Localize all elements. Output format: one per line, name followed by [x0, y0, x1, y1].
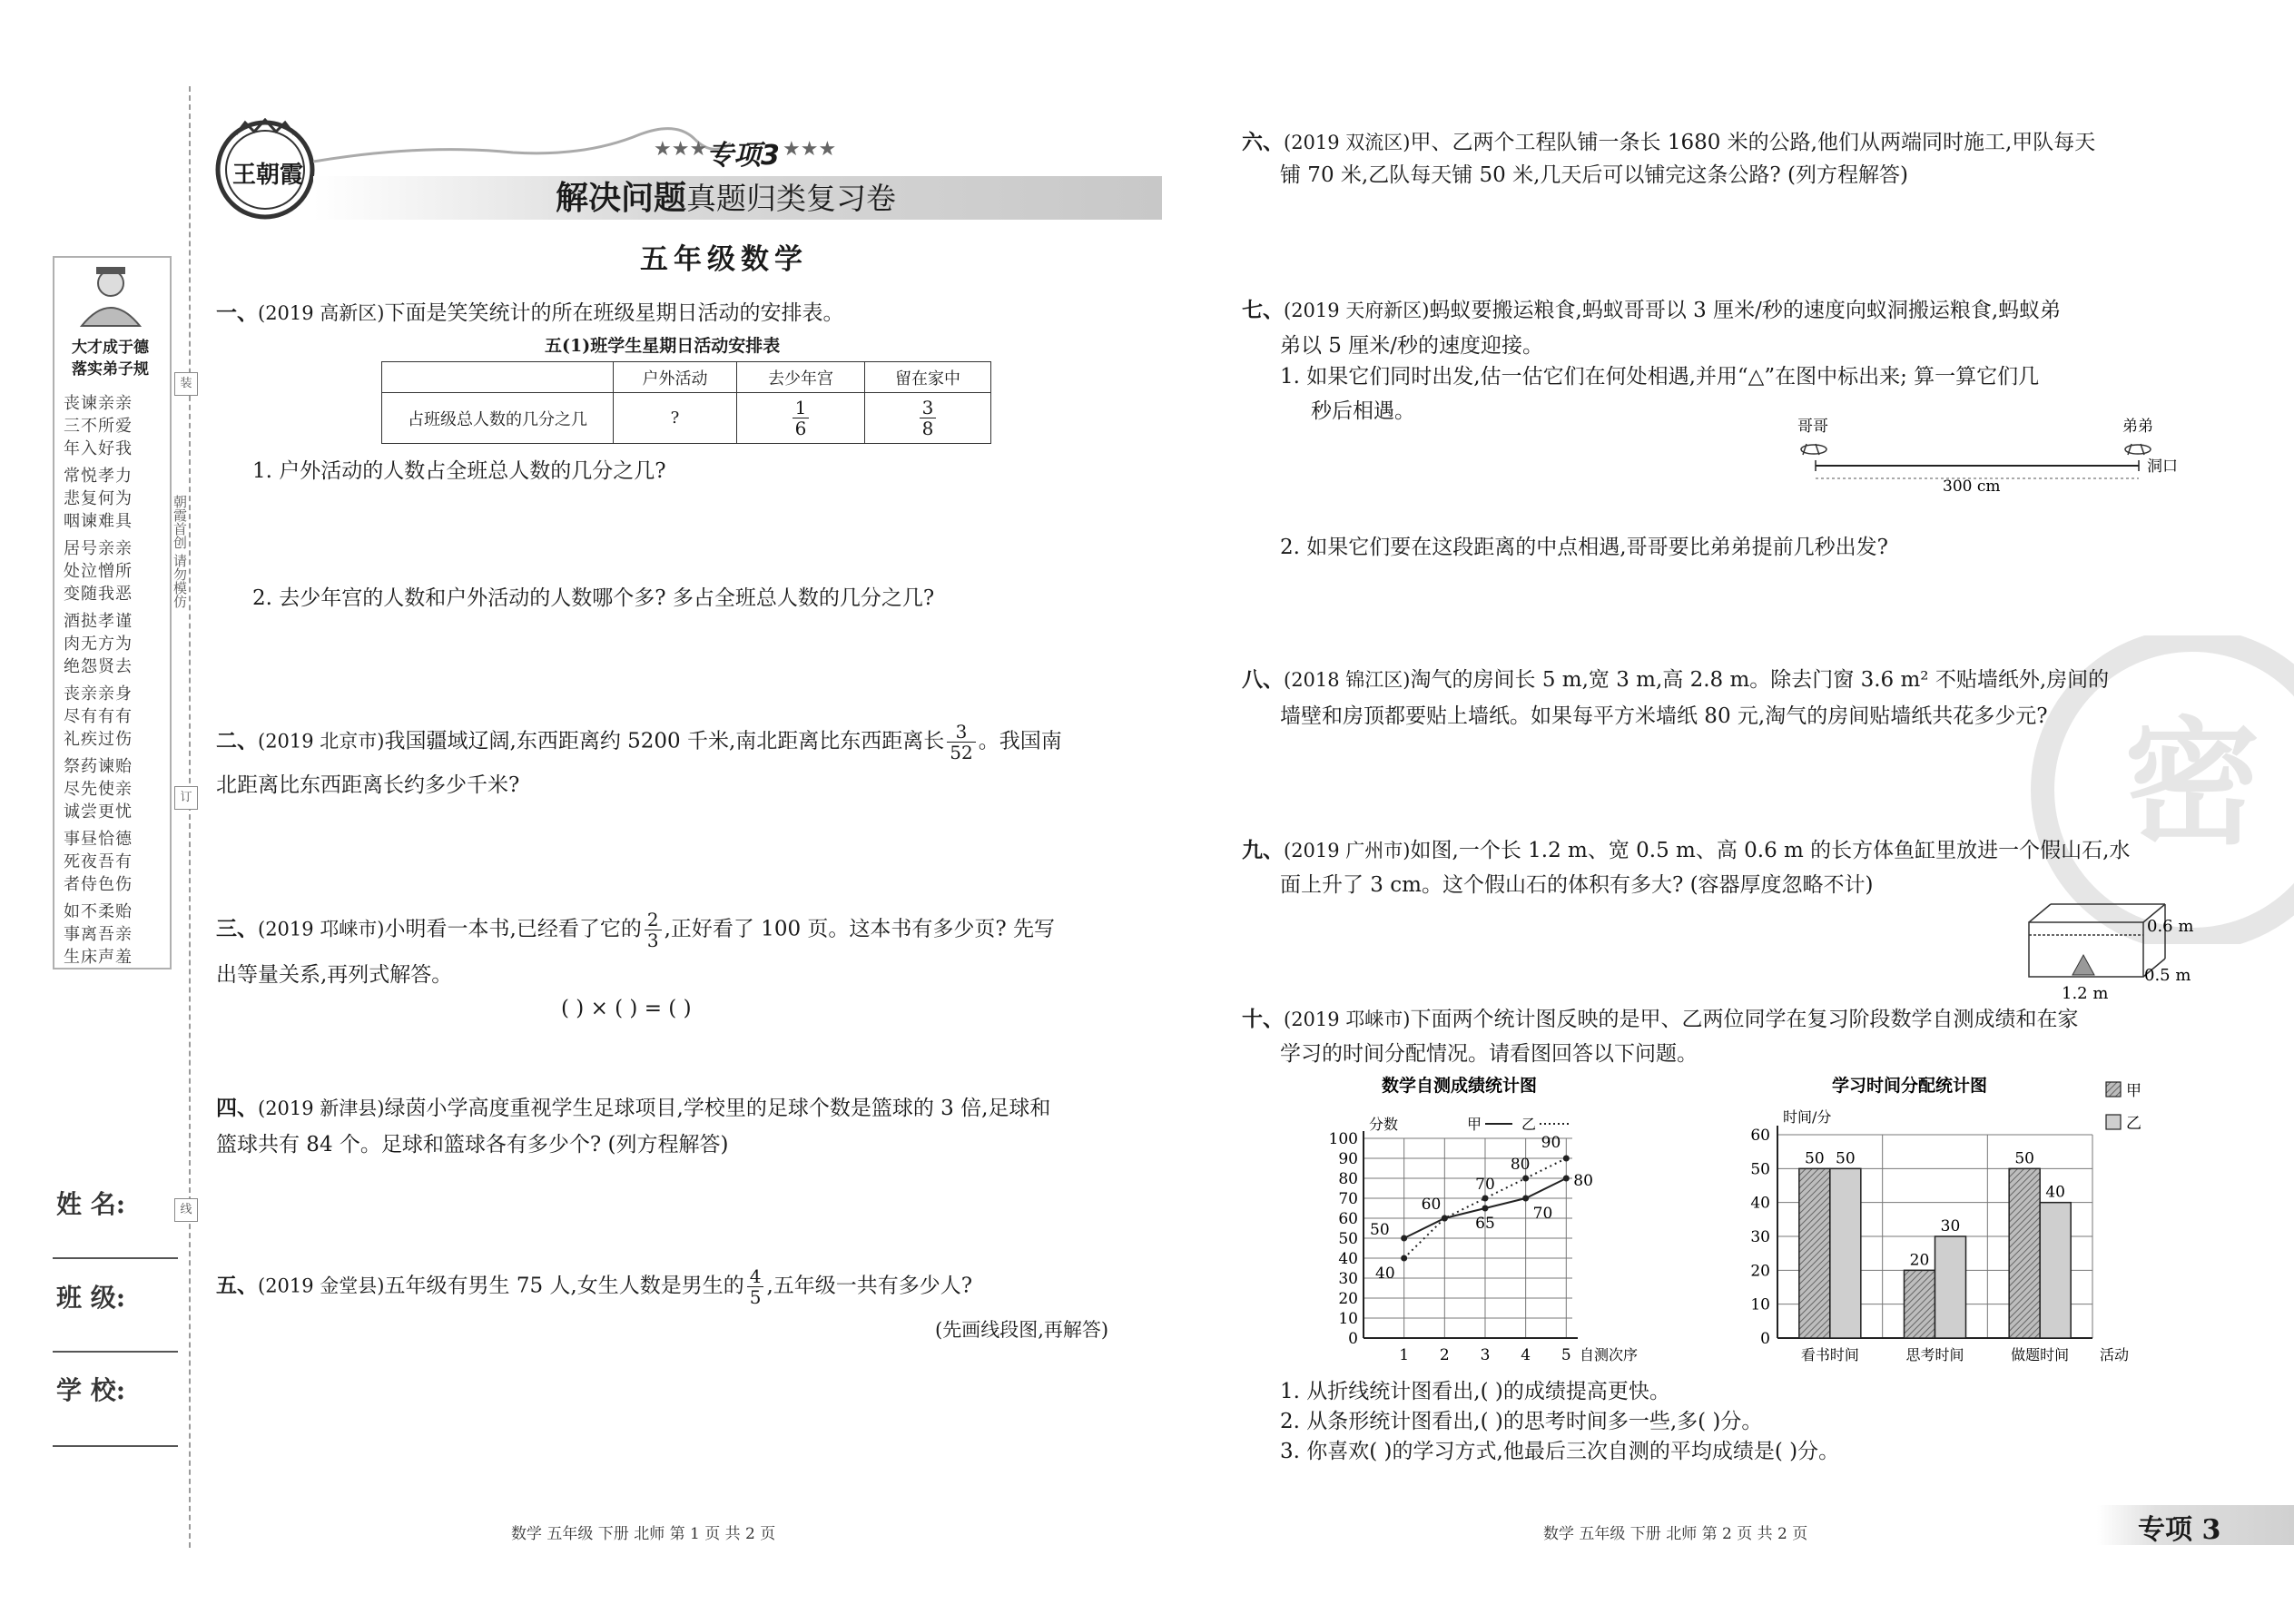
table-cell-outdoor: ?: [614, 393, 737, 444]
q3-fraction: [645, 910, 662, 950]
question-1: [216, 296, 844, 330]
q10-sub2: 2. 从条形统计图看出,( )的思考时间多一些,多( )分。: [1280, 1410, 1763, 1433]
school-field-line[interactable]: [53, 1445, 178, 1447]
q3-frac-d: 3: [646, 930, 659, 951]
question-9: [1242, 833, 2130, 868]
q7-sub1a: 1. 如果它们同时出发,估一估它们在何处相遇,并用“△”在图中标出来; 算一算它们几: [1280, 365, 2040, 389]
poem-block-1: 丧谏亲亲 三不所爱 年入好我: [64, 394, 133, 458]
line-chart-ytick: 10: [1338, 1310, 1358, 1328]
line-data-label: 80: [1510, 1156, 1531, 1174]
line-chart: [1307, 1069, 1670, 1378]
q1-number: 一、: [216, 300, 258, 325]
line-data-label: 50: [1370, 1221, 1390, 1239]
diagram-right-label: 弟弟: [2122, 418, 2153, 436]
bar-jia: [1799, 1168, 1830, 1338]
q4-source: (2019 新津县): [258, 1097, 385, 1119]
page-title-bold: 解决问题: [556, 179, 687, 217]
question-3: [216, 910, 1055, 950]
line-chart-ytick: 60: [1338, 1210, 1358, 1228]
ant-right-icon: [2125, 444, 2151, 455]
q3-frac-n: 2: [645, 910, 662, 930]
bar-chart-ytick: 50: [1750, 1160, 1770, 1179]
binding-dashed-line: [189, 86, 191, 1548]
q10-sub3: 3. 你喜欢( )的学习方式,他最后三次自测的平均成绩是( )分。: [1280, 1440, 1840, 1463]
bar-chart-ytick: 30: [1750, 1228, 1770, 1246]
q3-formula[interactable]: ( ) × ( ) = ( ): [561, 997, 692, 1020]
q8-source: (2018 锦江区): [1284, 669, 1411, 691]
question-8: [1242, 663, 2109, 697]
q7-text: 蚂蚁要搬运粮食,蚂蚁哥哥以 3 厘米/秒的速度向蚁洞搬运粮食,蚂蚁弟: [1429, 299, 2062, 322]
table-header-home: 留在家中: [865, 362, 991, 393]
bar-jia: [2009, 1168, 2040, 1338]
q7-distance-diagram: [1779, 413, 2179, 499]
q2-number: 二、: [216, 728, 258, 753]
bar-chart: [1725, 1069, 2142, 1378]
class-field-label: 班 级:: [56, 1283, 126, 1313]
line-chart-ytick: 40: [1338, 1250, 1358, 1268]
line-point: [1522, 1196, 1529, 1202]
diagram-distance-label: 300 cm: [1943, 477, 2001, 496]
q1-sub2: 2. 去少年宫的人数和户外活动的人数哪个多? 多占全班总人数的几分之几?: [252, 586, 935, 610]
table-cell-youth-palace: $\frac{1}{6}$: [737, 393, 865, 444]
bar-data-label: 50: [1836, 1149, 1856, 1168]
line-point: [1442, 1216, 1448, 1222]
line-chart-ytick: 20: [1338, 1290, 1358, 1308]
q2-line2: 北距离比东西距离长约多少千米?: [216, 773, 520, 797]
q6-line2: 铺 70 米,乙队每天铺 50 米,几天后可以铺完这条公路? (列方程解答): [1280, 163, 1908, 187]
legend-label-jia: 甲: [1467, 1116, 1482, 1133]
legend-swatch-yi: [2106, 1115, 2121, 1129]
question-4: [216, 1091, 1050, 1126]
class-field-line[interactable]: [53, 1351, 178, 1353]
question-10: [1242, 1002, 2079, 1037]
series-stars-right: ★★★: [783, 138, 837, 161]
line-chart-xtick: 1: [1399, 1346, 1410, 1364]
q9-number: 九、: [1242, 838, 1284, 862]
q3-text-b: ,正好看了 100 页。这本书有多少页? 先写: [664, 917, 1056, 941]
svg-text:密: 密: [2123, 705, 2261, 863]
poem-block-8: 如不柔贻 事离吾亲 生床声羞: [64, 902, 133, 967]
vertical-note: 朝霞首创 请勿模仿: [172, 495, 188, 608]
bar-chart-category: 看书时间: [1800, 1346, 1859, 1363]
table-header-blank: [382, 362, 614, 393]
tank-width-label: 0.5 m: [2144, 966, 2191, 985]
q7-number: 七、: [1242, 298, 1284, 322]
q4-text: 绿茵小学高度重视学生足球项目,学校里的足球个数是篮球的 3 倍,足球和: [384, 1097, 1051, 1120]
line-point: [1482, 1196, 1488, 1202]
bar-chart-ytick: 40: [1750, 1194, 1770, 1213]
line-data-label: 40: [1375, 1265, 1395, 1283]
line-data-label: 70: [1532, 1205, 1553, 1223]
q1-schedule-table: [381, 361, 991, 444]
table-cell-home: $\frac{3}{8}$: [865, 393, 991, 444]
bar-data-label: 50: [2014, 1149, 2034, 1168]
bar-chart-category: 做题时间: [2011, 1346, 2070, 1363]
poem-block-4: 酒挞孝谨 肉无方为 绝怨贤去: [64, 612, 133, 676]
q9-text: 如图,一个长 1.2 m、宽 0.5 m、高 0.6 m 的长方体鱼缸里放进一个假山石,水: [1410, 839, 2131, 862]
logo-text: 王朝霞: [231, 162, 303, 189]
bar-chart-title: 学习时间分配统计图: [1832, 1076, 1988, 1096]
line-chart-ytick: 30: [1338, 1270, 1358, 1288]
footer-tag: 专项 3: [2138, 1514, 2221, 1546]
q6-text: 甲、乙两个工程队铺一条长 1680 米的公路,他们从两端同时施工,甲队每天: [1410, 131, 2096, 154]
q3-number: 三、: [216, 916, 258, 941]
table-header-outdoor: 户外活动: [614, 362, 737, 393]
line-data-label: 65: [1475, 1215, 1495, 1233]
bar-yi: [2040, 1203, 2071, 1338]
bar-data-label: 40: [2045, 1183, 2065, 1202]
subject-title: 五年级数学: [640, 243, 808, 276]
bar-yi: [1935, 1236, 1966, 1338]
binding-mark-3: 线: [174, 1198, 198, 1222]
line-chart-ytick: 70: [1338, 1190, 1358, 1208]
q5-text-a: 五年级有男生 75 人,女生人数是男生的: [384, 1274, 744, 1298]
q3-line2: 出等量关系,再列式解答。: [216, 963, 453, 987]
q1-text: 下面是笑笑统计的所在班级星期日活动的安排表。: [384, 301, 844, 325]
line-chart-ytick: 0: [1348, 1330, 1358, 1348]
bar-chart-ytick: 10: [1750, 1295, 1770, 1314]
page-title-rest: 真题归类复习卷: [686, 181, 897, 216]
tank-height-label: 0.6 m: [2147, 917, 2194, 936]
q1-sub1: 1. 户外活动的人数占全班总人数的几分之几?: [252, 459, 666, 483]
diagram-end-label: 洞口: [2147, 458, 2178, 476]
ant-left-icon: [1801, 444, 1826, 455]
poem-block-2: 常悦孝力 悲复何为 咽谏难具: [64, 467, 133, 531]
q6-source: (2019 双流区): [1284, 132, 1411, 153]
line-chart-ytick: 80: [1338, 1170, 1358, 1188]
legend-label: 乙: [2126, 1115, 2141, 1133]
line-data-label: 70: [1475, 1176, 1495, 1194]
question-7: [1242, 293, 2061, 328]
diagram-left-label: 哥哥: [1797, 418, 1828, 436]
q8-text: 淘气的房间长 5 m,宽 3 m,高 2.8 m。除去门窗 3.6 m² 不贴墙纸外,房间的: [1410, 668, 2110, 692]
q2-frac-d: 52: [950, 742, 973, 763]
school-field-label: 学 校:: [56, 1375, 126, 1405]
table-header-youth-palace: 去少年宫: [737, 362, 865, 393]
q8-number: 八、: [1242, 667, 1284, 692]
line-chart-xtick: 4: [1521, 1346, 1531, 1364]
q3-source: (2019 邛崃市): [258, 918, 385, 940]
line-chart-xtick: 2: [1439, 1346, 1450, 1364]
q5-frac-n: 4: [747, 1266, 764, 1287]
q5-source: (2019 金堂县): [258, 1275, 385, 1297]
q5-frac-d: 5: [749, 1286, 762, 1308]
q2-text-b: 。我国南: [978, 729, 1062, 753]
q7-source: (2019 天府新区): [1284, 300, 1430, 321]
q10-sub1: 1. 从折线统计图看出,( )的成绩提高更快。: [1280, 1380, 1670, 1403]
footer-right: 数学 五年级 下册 北师 第 2 页 共 2 页: [1543, 1525, 1808, 1543]
footer-left: 数学 五年级 下册 北师 第 1 页 共 2 页: [511, 1525, 776, 1543]
bar-chart-category: 思考时间: [1905, 1346, 1964, 1363]
line-data-label: 60: [1421, 1196, 1442, 1214]
q6-number: 六、: [1242, 130, 1284, 154]
q2-fraction: [947, 722, 975, 763]
q2-text-a: 我国疆域辽阔,东西距离约 5200 千米,南北距离比东西距离长: [384, 729, 945, 753]
question-2: [216, 722, 1062, 763]
q5-text-b: ,五年级一共有多少人?: [766, 1274, 973, 1298]
line-point: [1401, 1255, 1407, 1262]
q10-line2: 学习的时间分配情况。请看图回答以下问题。: [1280, 1042, 1698, 1066]
q4-line2: 篮球共有 84 个。足球和篮球各有多少个? (列方程解答): [216, 1133, 729, 1156]
table-row-label: 占班级总人数的几分之几: [382, 393, 614, 444]
scholar-figure-icon: [54, 258, 166, 330]
binding-mark-1: 装: [174, 372, 198, 396]
q2-source: (2019 北京市): [258, 730, 385, 753]
line-chart-title: 数学自测成绩统计图: [1382, 1076, 1538, 1096]
q7-sub1b: 秒后相遇。: [1311, 399, 1415, 423]
sidebar-motto-1: 大才成于德: [72, 339, 149, 357]
q7-line2: 弟以 5 厘米/秒的速度迎接。: [1280, 334, 1544, 358]
line-point: [1401, 1235, 1407, 1242]
line-chart-ytick: 100: [1328, 1130, 1358, 1148]
question-6: [1242, 125, 2095, 160]
question-5: [216, 1266, 972, 1307]
bar-data-label: 30: [1940, 1217, 1961, 1235]
series-stars-left: ★★★: [654, 138, 708, 161]
line-chart-xtick: 3: [1480, 1346, 1491, 1364]
line-point: [1482, 1206, 1488, 1212]
q7-sub2: 2. 如果它们要在这段距离的中点相遇,哥哥要比弟弟提前几秒出发?: [1280, 536, 1888, 559]
q10-source: (2019 邛崃市): [1284, 1009, 1411, 1030]
q3-text-a: 小明看一本书,已经看了它的: [384, 917, 642, 941]
q10-number: 十、: [1242, 1007, 1284, 1031]
poem-block-5: 丧亲亲身 尽有有有 礼疾过伤: [64, 684, 133, 749]
line-chart-xlabel: 自测次序: [1580, 1346, 1639, 1363]
q9-line2: 面上升了 3 cm。这个假山石的体积有多大? (容器厚度忽略不计): [1280, 873, 1874, 897]
q5-number: 五、: [216, 1273, 258, 1298]
series-label: 专项3: [706, 140, 780, 172]
poem-block-6: 祭药谏贻 尽先使亲 诚尝更忧: [64, 757, 133, 822]
q9-fish-tank-diagram: [2020, 899, 2197, 1003]
q5-fraction: [747, 1266, 764, 1307]
legend-swatch-jia: [2106, 1082, 2121, 1097]
line-point: [1522, 1176, 1529, 1182]
bar-jia: [1905, 1270, 1935, 1338]
binding-mark-2: 订: [174, 786, 198, 810]
q5-note: (先画线段图,再解答): [935, 1319, 1109, 1341]
q1-table-title: 五(1)班学生星期日活动安排表: [545, 336, 781, 356]
line-point: [1563, 1176, 1570, 1182]
line-chart-ylabel: 分数: [1369, 1116, 1399, 1133]
bar-chart-xlabel: 活动: [2100, 1346, 2130, 1363]
line-chart-xtick: 5: [1561, 1346, 1571, 1364]
line-data-label: 90: [1541, 1134, 1561, 1152]
q10-text: 下面两个统计图反映的是甲、乙两位同学在复习阶段数学自测成绩和在家: [1410, 1008, 2079, 1031]
bar-yi: [1830, 1168, 1861, 1338]
bar-chart-ylabel: 时间/分: [1783, 1108, 1832, 1126]
line-chart-ytick: 50: [1338, 1230, 1358, 1248]
bar-chart-ytick: 60: [1750, 1127, 1770, 1145]
sidebar-motto-2: 落实弟子规: [72, 360, 149, 379]
poem-block-7: 事昼恰德 死夜吾有 者侍色伤: [64, 830, 133, 894]
q8-line2: 墙壁和房顶都要贴上墙纸。如果每平方米墙纸 80 元,淘气的房间贴墙纸共花多少元?: [1280, 704, 2048, 728]
bar-data-label: 20: [1909, 1251, 1930, 1270]
rock-icon: [2072, 955, 2094, 975]
name-field-line[interactable]: [53, 1257, 178, 1259]
q1-source: (2019 高新区): [258, 302, 385, 324]
bar-chart-ytick: 0: [1760, 1330, 1770, 1348]
legend-label: 甲: [2126, 1082, 2141, 1100]
line-chart-ytick: 90: [1338, 1150, 1358, 1168]
q2-frac-n: 3: [947, 722, 975, 743]
page-title: [556, 172, 896, 219]
poem-block-3: 居号亲亲 处泣憎所 变随我恶: [64, 539, 133, 604]
tank-length-label: 1.2 m: [2062, 984, 2109, 1003]
q9-source: (2019 广州市): [1284, 840, 1411, 861]
legend-label-yi: 乙: [1521, 1116, 1537, 1133]
bar-data-label: 50: [1805, 1149, 1825, 1168]
name-field-label: 姓 名:: [56, 1189, 126, 1219]
bar-chart-ytick: 20: [1750, 1262, 1770, 1281]
q4-number: 四、: [216, 1096, 258, 1120]
line-point: [1563, 1156, 1570, 1162]
line-data-label: 80: [1573, 1172, 1593, 1190]
